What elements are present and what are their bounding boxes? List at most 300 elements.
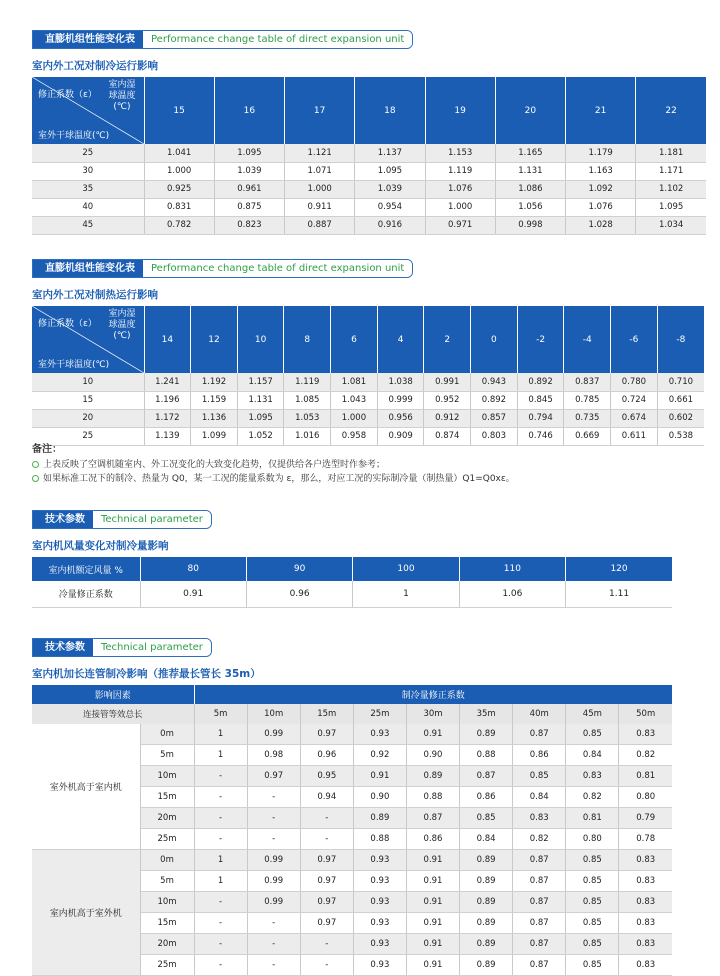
table-cell: 0.83 xyxy=(619,934,672,955)
table-cell: 1.081 xyxy=(331,373,378,391)
table-cell: 1.053 xyxy=(284,409,331,427)
badge-cn: 技术参数 xyxy=(33,639,93,656)
table-cell: - xyxy=(194,934,247,955)
table-cell: 0.93 xyxy=(353,850,406,871)
table-cell: 0.84 xyxy=(566,745,619,766)
height-label: 0m xyxy=(140,850,194,871)
table-cell: 1.095 xyxy=(214,144,284,162)
table-row xyxy=(32,581,672,607)
row-label: 冷量修正系数 xyxy=(32,581,140,607)
coef-header: 制冷量修正系数 xyxy=(194,685,672,704)
table-cell: 0.943 xyxy=(471,373,518,391)
table-cell: 0.84 xyxy=(513,787,566,808)
table-cell: 0.87 xyxy=(513,913,566,934)
table-cell: 1.095 xyxy=(355,162,425,180)
table-cell: 0.831 xyxy=(144,198,214,216)
table-cell: 0.93 xyxy=(353,892,406,913)
badge-cn: 直膨机组性能变化表 xyxy=(33,31,143,48)
table-cell: 0.79 xyxy=(619,808,672,829)
table-cell: 1.086 xyxy=(495,180,565,198)
table-cell: 1.000 xyxy=(331,409,378,427)
table-cell: - xyxy=(194,829,247,850)
table-row xyxy=(32,850,672,871)
table-cell: 1.119 xyxy=(284,373,331,391)
table-cell: 80 xyxy=(140,557,246,581)
table-cell: 0.96 xyxy=(300,745,353,766)
notes-title: 备注： xyxy=(32,444,62,455)
length-column-header: 40m xyxy=(513,704,566,724)
table-cell: 1.095 xyxy=(636,198,706,216)
row-label: 25 xyxy=(32,144,144,162)
table-cell: 1.102 xyxy=(636,180,706,198)
table-cell: 1.196 xyxy=(144,391,191,409)
table-cell: 0.892 xyxy=(517,373,564,391)
table-cell: 1.034 xyxy=(636,216,706,234)
table-cell: 1.172 xyxy=(144,409,191,427)
table-cell: 0.87 xyxy=(460,766,513,787)
table-cell: 0.916 xyxy=(355,216,425,234)
corner-top-left: 修正系数（ε） xyxy=(38,90,97,100)
group-label: 室内机高于室外机 xyxy=(32,850,140,976)
table-cell: 0.90 xyxy=(406,745,459,766)
height-label: 10m xyxy=(140,766,194,787)
badge-en: Performance change table of direct expansion unit xyxy=(143,31,412,48)
table-cell: 90 xyxy=(246,557,352,581)
table-cell: 0.998 xyxy=(495,216,565,234)
table-cell: 0.88 xyxy=(460,745,513,766)
table-cell: 0.87 xyxy=(406,808,459,829)
table-cell: 1.092 xyxy=(566,180,636,198)
table-cell: 1.137 xyxy=(355,144,425,162)
corner-bottom-left: 室外干球温度(℃) xyxy=(38,131,110,141)
table-cell: - xyxy=(300,829,353,850)
table-cell: 1.039 xyxy=(214,162,284,180)
row-label: 30 xyxy=(32,162,144,180)
cooling-table xyxy=(32,77,706,235)
table-cell: 0.746 xyxy=(517,427,564,445)
table-cell: - xyxy=(247,913,300,934)
table-corner-header xyxy=(32,306,144,373)
table-cell: 0.99 xyxy=(247,724,300,745)
column-header: 14 xyxy=(144,306,191,373)
section-subtitle: 室内外工况对制冷运行影响 xyxy=(32,60,158,72)
column-header: 8 xyxy=(284,306,331,373)
table-cell: 0.91 xyxy=(406,955,459,976)
table-row xyxy=(32,373,704,391)
group-label: 室外机高于室内机 xyxy=(32,724,140,850)
table-cell: 0.611 xyxy=(611,427,658,445)
table-cell: 0.91 xyxy=(406,892,459,913)
table-cell: 1.121 xyxy=(285,144,355,162)
table-cell: 1.041 xyxy=(144,144,214,162)
table-cell: 0.538 xyxy=(657,427,704,445)
table-cell: 0.94 xyxy=(300,787,353,808)
note-item: 上表反映了空调机随室内、外工况变化的大致变化趋势，仅提供给各户选型时作参考； xyxy=(32,458,706,472)
table-cell: 0.710 xyxy=(657,373,704,391)
table-cell: 0.81 xyxy=(566,808,619,829)
table-cell: 0.97 xyxy=(247,766,300,787)
table-cell: 1 xyxy=(194,871,247,892)
height-label: 15m xyxy=(140,913,194,934)
table-cell: 0.661 xyxy=(657,391,704,409)
table-cell: 120 xyxy=(566,557,672,581)
table-cell: 0.93 xyxy=(353,955,406,976)
table-cell: 0.98 xyxy=(247,745,300,766)
pipe-length-section xyxy=(32,635,672,976)
table-cell: 0.84 xyxy=(460,829,513,850)
table-cell: 0.88 xyxy=(353,829,406,850)
table-cell: 1 xyxy=(194,724,247,745)
table-cell: - xyxy=(194,787,247,808)
table-cell: 0.782 xyxy=(144,216,214,234)
table-cell: 1.139 xyxy=(144,427,191,445)
table-cell: 0.956 xyxy=(377,409,424,427)
header-row xyxy=(32,685,672,704)
table-cell: 0.88 xyxy=(406,787,459,808)
table-cell: 0.85 xyxy=(513,766,566,787)
length-column-header: 5m xyxy=(194,704,247,724)
table-cell: 0.952 xyxy=(424,391,471,409)
table-cell: 0.91 xyxy=(406,871,459,892)
table-cell: 0.92 xyxy=(353,745,406,766)
table-cell: 0.82 xyxy=(513,829,566,850)
badge-cn: 直膨机组性能变化表 xyxy=(33,260,143,277)
height-label: 0m xyxy=(140,724,194,745)
column-header: -8 xyxy=(657,306,704,373)
table-cell: 1.157 xyxy=(237,373,284,391)
table-cell: 0.99 xyxy=(247,871,300,892)
table-cell: 0.89 xyxy=(460,724,513,745)
table-cell: 0.85 xyxy=(566,913,619,934)
table-cell: 0.89 xyxy=(460,955,513,976)
column-header: 10 xyxy=(237,306,284,373)
table-cell: 0.803 xyxy=(471,427,518,445)
table-cell: 0.87 xyxy=(513,955,566,976)
table-cell: - xyxy=(300,955,353,976)
table-cell: 1.038 xyxy=(377,373,424,391)
table-cell: 0.80 xyxy=(566,829,619,850)
height-label: 15m xyxy=(140,787,194,808)
section-badge xyxy=(32,30,413,49)
table-cell: 1.071 xyxy=(285,162,355,180)
row-label: 40 xyxy=(32,198,144,216)
table-cell: 0.95 xyxy=(300,766,353,787)
table-cell: 0.874 xyxy=(424,427,471,445)
table-cell: 0.83 xyxy=(619,892,672,913)
column-header: -4 xyxy=(564,306,611,373)
table-cell: 1.119 xyxy=(425,162,495,180)
length-column-header: 35m xyxy=(460,704,513,724)
table-cell: 0.85 xyxy=(566,934,619,955)
factor-header: 影响因素 xyxy=(32,685,194,704)
table-cell: 0.794 xyxy=(517,409,564,427)
table-cell: 0.91 xyxy=(353,766,406,787)
table-cell: 0.85 xyxy=(566,871,619,892)
row-label: 35 xyxy=(32,180,144,198)
table-cell: 1.241 xyxy=(144,373,191,391)
column-header: 21 xyxy=(566,77,636,144)
table-row xyxy=(32,162,706,180)
table-cell: - xyxy=(194,913,247,934)
section-badge xyxy=(32,259,413,278)
length-column-header: 15m xyxy=(300,704,353,724)
table-cell: 0.85 xyxy=(566,850,619,871)
table-cell: 1.000 xyxy=(285,180,355,198)
table-cell: 0.91 xyxy=(406,913,459,934)
column-header: 17 xyxy=(285,77,355,144)
note-item: 如果标准工况下的制冷、热量为 Q0，某一工况的能量系数为 ε，那么，对应工况的实际制冷量（制热量）Q1=Q0xε。 xyxy=(32,472,706,486)
table-cell: 1.179 xyxy=(566,144,636,162)
column-header: 18 xyxy=(355,77,425,144)
table-cell: 0.875 xyxy=(214,198,284,216)
column-header: 12 xyxy=(191,306,238,373)
table-cell: 1.085 xyxy=(284,391,331,409)
table-cell: 0.87 xyxy=(513,892,566,913)
table-cell: 0.857 xyxy=(471,409,518,427)
table-corner-header xyxy=(32,77,144,144)
table-cell: 0.89 xyxy=(353,808,406,829)
table-cell: 0.82 xyxy=(619,745,672,766)
height-label: 25m xyxy=(140,955,194,976)
table-cell: 0.83 xyxy=(513,808,566,829)
table-cell: 1 xyxy=(194,745,247,766)
table-cell: 1.11 xyxy=(566,581,672,607)
table-cell: 0.954 xyxy=(355,198,425,216)
column-header: 15 xyxy=(144,77,214,144)
cooling-performance-section xyxy=(32,27,706,235)
table-cell: 1.181 xyxy=(636,144,706,162)
table-cell: 1.095 xyxy=(237,409,284,427)
table-cell: 1.043 xyxy=(331,391,378,409)
table-cell: - xyxy=(247,955,300,976)
section-badge xyxy=(32,638,212,657)
table-row xyxy=(32,724,672,745)
table-cell: 0.669 xyxy=(564,427,611,445)
row-label: 45 xyxy=(32,216,144,234)
table-cell: 0.97 xyxy=(300,724,353,745)
notes-block xyxy=(32,443,706,486)
table-cell: 1.131 xyxy=(495,162,565,180)
table-cell: 1.056 xyxy=(495,198,565,216)
table-cell: 0.91 xyxy=(406,850,459,871)
pipe-length-table xyxy=(32,685,672,976)
height-label: 5m xyxy=(140,871,194,892)
table-cell: 0.83 xyxy=(566,766,619,787)
table-cell: 0.602 xyxy=(657,409,704,427)
section-subtitle: 室内机风量变化对制冷量影响 xyxy=(32,540,169,552)
badge-en: Performance change table of direct expansion unit xyxy=(143,260,412,277)
table-cell: - xyxy=(300,934,353,955)
column-header: 16 xyxy=(214,77,284,144)
table-cell: 1.052 xyxy=(237,427,284,445)
table-cell: 0.85 xyxy=(460,808,513,829)
table-cell: 1.06 xyxy=(459,581,565,607)
table-cell: 0.90 xyxy=(353,787,406,808)
table-cell: 1 xyxy=(194,850,247,871)
heating-table xyxy=(32,306,704,446)
table-cell: - xyxy=(194,955,247,976)
table-cell: 0.87 xyxy=(513,724,566,745)
heating-performance-section xyxy=(32,256,704,446)
column-header: -2 xyxy=(517,306,564,373)
table-cell: - xyxy=(247,787,300,808)
column-header: 6 xyxy=(331,306,378,373)
badge-en: Technical parameter xyxy=(93,639,211,656)
table-cell: 0.96 xyxy=(246,581,352,607)
table-row xyxy=(32,409,704,427)
table-cell: 0.83 xyxy=(619,955,672,976)
table-cell: 0.93 xyxy=(353,913,406,934)
height-label: 5m xyxy=(140,745,194,766)
table-cell: 1.076 xyxy=(566,198,636,216)
column-header: 19 xyxy=(425,77,495,144)
table-cell: 0.97 xyxy=(300,871,353,892)
row-label: 20 xyxy=(32,409,144,427)
table-cell: 0.911 xyxy=(285,198,355,216)
table-cell: 1.159 xyxy=(191,391,238,409)
table-cell: 100 xyxy=(353,557,459,581)
column-header: -6 xyxy=(611,306,658,373)
badge-en: Technical parameter xyxy=(93,511,211,528)
table-cell: 0.81 xyxy=(619,766,672,787)
table-cell: 0.89 xyxy=(460,934,513,955)
table-row xyxy=(32,391,704,409)
header-row xyxy=(32,704,672,724)
column-header: 22 xyxy=(636,77,706,144)
table-cell: 0.85 xyxy=(566,892,619,913)
table-cell: 1.028 xyxy=(566,216,636,234)
airflow-section xyxy=(32,507,672,608)
table-cell: 0.837 xyxy=(564,373,611,391)
table-cell: 0.89 xyxy=(460,871,513,892)
table-cell: 110 xyxy=(459,557,565,581)
row-label: 10 xyxy=(32,373,144,391)
table-cell: 0.86 xyxy=(460,787,513,808)
table-cell: 0.97 xyxy=(300,850,353,871)
table-cell: 0.780 xyxy=(611,373,658,391)
table-cell: 0.785 xyxy=(564,391,611,409)
column-header: 4 xyxy=(377,306,424,373)
table-cell: 0.97 xyxy=(300,892,353,913)
row-label: 室内机额定风量 % xyxy=(32,557,140,581)
table-cell: 0.735 xyxy=(564,409,611,427)
table-cell: 0.961 xyxy=(214,180,284,198)
table-cell: 0.991 xyxy=(424,373,471,391)
table-cell: 0.87 xyxy=(513,934,566,955)
table-cell: 0.971 xyxy=(425,216,495,234)
table-cell: 1.131 xyxy=(237,391,284,409)
table-cell: 0.93 xyxy=(353,871,406,892)
table-cell: 0.83 xyxy=(619,724,672,745)
table-cell: 0.97 xyxy=(300,913,353,934)
table-cell: - xyxy=(194,892,247,913)
section-subtitle: 室内机加长连管制冷影响（推荐最长管长 35m） xyxy=(32,668,261,680)
table-cell: 0.93 xyxy=(353,934,406,955)
table-cell: 0.99 xyxy=(247,850,300,871)
airflow-table xyxy=(32,557,672,608)
table-cell: 0.925 xyxy=(144,180,214,198)
table-cell: 0.91 xyxy=(406,934,459,955)
table-cell: 0.958 xyxy=(331,427,378,445)
corner-top-right: 室内湿 球温度 (℃) xyxy=(108,80,136,112)
table-cell: 1.163 xyxy=(566,162,636,180)
table-cell: 0.87 xyxy=(513,850,566,871)
table-cell: 1.099 xyxy=(191,427,238,445)
table-row xyxy=(32,557,672,581)
badge-cn: 技术参数 xyxy=(33,511,93,528)
corner-top-left: 修正系数（ε） xyxy=(38,319,97,329)
length-column-header: 45m xyxy=(566,704,619,724)
height-label: 20m xyxy=(140,934,194,955)
table-cell: 0.887 xyxy=(285,216,355,234)
table-cell: 0.91 xyxy=(406,724,459,745)
row-label: 15 xyxy=(32,391,144,409)
height-label: 20m xyxy=(140,808,194,829)
height-label: 25m xyxy=(140,829,194,850)
table-cell: - xyxy=(247,934,300,955)
corner-top-right: 室内湿 球温度 (℃) xyxy=(108,309,136,341)
bullet-icon xyxy=(32,461,39,468)
section-subtitle: 室内外工况对制热运行影响 xyxy=(32,289,158,301)
table-cell: 1.171 xyxy=(636,162,706,180)
height-label: 10m xyxy=(140,892,194,913)
table-cell: 1.192 xyxy=(191,373,238,391)
table-cell: 1.000 xyxy=(425,198,495,216)
table-cell: 1.000 xyxy=(144,162,214,180)
length-column-header: 30m xyxy=(406,704,459,724)
table-cell: 0.83 xyxy=(619,850,672,871)
table-cell: 0.89 xyxy=(460,892,513,913)
table-cell: 0.892 xyxy=(471,391,518,409)
table-cell: 1.039 xyxy=(355,180,425,198)
table-cell: - xyxy=(194,808,247,829)
table-row xyxy=(32,180,706,198)
table-cell: 0.93 xyxy=(353,724,406,745)
table-cell: 1.076 xyxy=(425,180,495,198)
table-cell: - xyxy=(247,829,300,850)
table-cell: 1.153 xyxy=(425,144,495,162)
table-cell: 0.78 xyxy=(619,829,672,850)
table-cell: 0.823 xyxy=(214,216,284,234)
table-row xyxy=(32,216,706,234)
length-column-header: 10m xyxy=(247,704,300,724)
table-cell: 1.136 xyxy=(191,409,238,427)
table-cell: - xyxy=(300,808,353,829)
table-cell: 0.724 xyxy=(611,391,658,409)
column-header: 20 xyxy=(495,77,565,144)
table-cell: 0.80 xyxy=(619,787,672,808)
table-row xyxy=(32,198,706,216)
table-cell: 0.91 xyxy=(140,581,246,607)
table-cell: 0.83 xyxy=(619,871,672,892)
table-cell: 0.99 xyxy=(247,892,300,913)
table-cell: 0.85 xyxy=(566,955,619,976)
table-cell: - xyxy=(194,766,247,787)
table-cell: 1.165 xyxy=(495,144,565,162)
table-cell: 0.845 xyxy=(517,391,564,409)
length-column-header: 50m xyxy=(619,704,672,724)
table-cell: - xyxy=(247,808,300,829)
table-cell: 0.83 xyxy=(619,913,672,934)
column-header: 0 xyxy=(471,306,518,373)
length-column-header: 25m xyxy=(353,704,406,724)
table-cell: 0.85 xyxy=(566,724,619,745)
table-cell: 0.912 xyxy=(424,409,471,427)
table-cell: 0.86 xyxy=(513,745,566,766)
table-cell: 0.674 xyxy=(611,409,658,427)
table-cell: 0.82 xyxy=(566,787,619,808)
table-cell: 1.016 xyxy=(284,427,331,445)
